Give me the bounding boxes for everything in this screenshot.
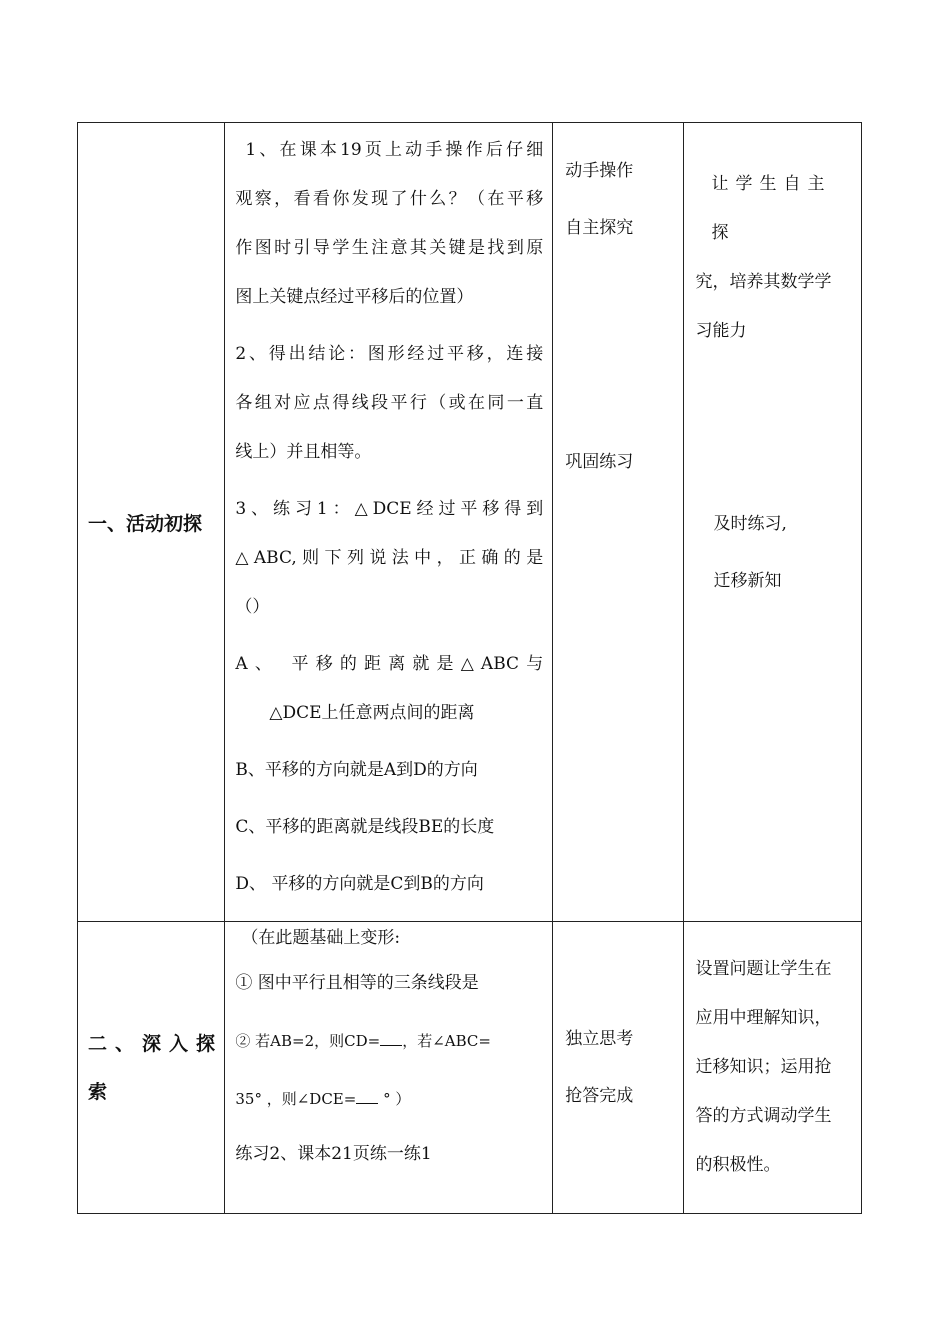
stage-title-line: 索 [88,1080,108,1103]
text-line [235,1070,543,1128]
activity-cell [553,922,683,1214]
purpose-cell [683,922,861,1214]
text-line: ① 图中平行且相等的三条线段是 [235,973,479,993]
text-fragment: ② 若AB=2，则CD= [235,1032,381,1050]
purpose-line: 迁移知识；运用抢 [695,1057,832,1077]
text-line: 线上）并且相等。 [235,442,372,462]
text-line: 3、练习1：△DCE经过平移得到 [235,499,544,519]
content-cell [225,922,553,1214]
option-c: C、平移的距离就是线段BE的长度 [235,817,495,837]
text-line: 观察，看看你发现了什么？（在平移 [235,189,544,209]
stage-cell [78,922,225,1214]
activity-label: 独立思考 [565,1028,634,1049]
content-cell [225,123,553,922]
text-line: 各组对应点得线段平行（或在同一直 [235,393,544,413]
table-row [78,922,862,1214]
activity-cell [553,123,683,922]
purpose-line: 设置问题让学生在 [695,959,832,979]
answer-blank [356,1085,378,1104]
text-line: 作图时引导学生注意其关键是找到原 [235,238,544,258]
text-line: 1、在课本19页上动手操作后仔细 [245,140,544,160]
lesson-plan-table [77,122,862,1214]
purpose-line: 的积极性。 [695,1155,781,1175]
text-fragment: ° ） [378,1090,411,1108]
stage-title-line: 二、深入探 [88,1032,224,1055]
activity-label: 动手操作 [565,161,634,181]
purpose-line: 应用中理解知识， [695,1008,832,1028]
activity-label: 巩固练习 [565,452,634,472]
activity-label: 抢答完成 [565,1085,634,1106]
purpose-line: 让学生自主探 [711,174,832,243]
table-row [78,123,862,922]
text-fragment: ，若∠ABC= [402,1032,491,1050]
activity-label: 自主探究 [565,218,634,238]
option-d: D、 平移的方向就是C到B的方向 [235,874,484,894]
option-b: B、平移的方向就是A到D的方向 [235,760,478,780]
text-line: 图上关键点经过平移后的位置） [235,287,474,307]
purpose-line: 迁移新知 [713,571,782,591]
text-line: 练习2、课本21页练一练1 [235,1144,432,1164]
option-a-cont: △DCE上任意两点间的距离 [269,703,475,723]
purpose-line: 及时练习, [713,514,787,534]
text-line: △ABC,则下列说法中，正确的是 [235,548,544,568]
option-a: A、 平移的距离就是△ABC与 [235,654,544,674]
purpose-line: 习能力 [695,321,747,341]
text-line: （） [235,597,270,617]
answer-blank [380,1027,402,1046]
stage-cell [78,123,225,922]
purpose-line: 究，培养其数学学 [695,272,832,292]
purpose-cell [683,123,861,922]
text-line [235,1012,543,1070]
text-line: 2、得出结论：图形经过平移，连接 [235,344,544,364]
purpose-line: 答的方式调动学生 [695,1106,832,1126]
text-line: （在此题基础上变形: [241,928,401,948]
stage-title: 一、活动初探 [88,512,203,535]
text-fragment: 35° ，则∠DCE= [235,1090,357,1108]
